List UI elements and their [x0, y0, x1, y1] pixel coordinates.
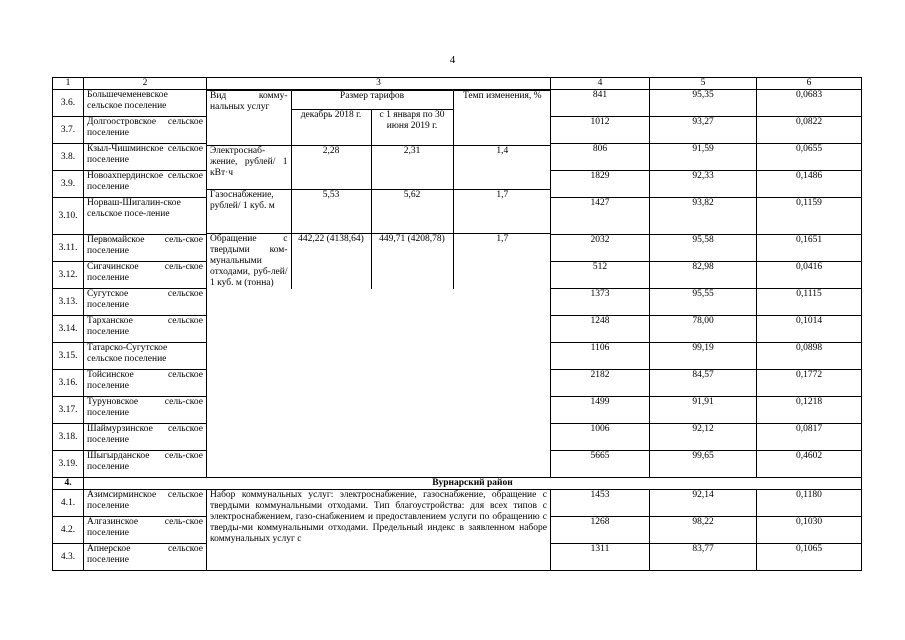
ratio-cell: 0,0655 [757, 144, 862, 171]
tariff-jan-value: 2,31 [371, 146, 453, 190]
settlement-name: Апнерское сельское поселение [84, 544, 207, 571]
settlement-name: Тойсинское сельское поселение [84, 370, 207, 397]
row-number: 3.18. [53, 424, 84, 451]
tariff-table [52, 77, 862, 571]
population-cell: 2032 [551, 235, 650, 262]
tariff-dec-value: 442,22 (4138,64) [291, 234, 371, 290]
share-cell: 92,14 [650, 490, 757, 517]
population-cell: 512 [551, 262, 650, 289]
region-description: Набор коммунальных услуг: электроснабжение, газоснабжение, обращение с твердыми коммунальными отходами. Тип благоустройства: для всех типов с электроснабжением, газо-снабжением и предоставлением услуги по обращению с тверды-ми коммунальными отходами. Предельный индекс в заявленном наборе коммунальных услуг с [207, 490, 551, 571]
share-cell: 91,91 [650, 397, 757, 424]
settlement-name: Норваш-Шигалин-ское сельское посе-ление [84, 198, 207, 235]
ratio-cell: 0,1218 [757, 397, 862, 424]
population-cell: 1248 [551, 316, 650, 343]
ratio-cell: 0,0822 [757, 117, 862, 144]
population-cell: 1829 [551, 171, 650, 198]
settlement-name: Алгазинское сель-ское поселение [84, 517, 207, 544]
tariff-size-header: Размер тарифов [291, 91, 453, 110]
row-number: 3.9. [53, 171, 84, 198]
population-cell: 1006 [551, 424, 650, 451]
row-number: 3.13. [53, 289, 84, 316]
settlement-name: Первомайское сель-ское поселение [84, 235, 207, 262]
page-number: 4 [449, 54, 456, 66]
share-cell: 83,77 [650, 544, 757, 571]
share-cell: 95,55 [650, 289, 757, 316]
share-cell: 99,65 [650, 451, 757, 478]
row-number: 3.17. [53, 397, 84, 424]
population-cell: 1373 [551, 289, 650, 316]
ratio-cell: 0,1180 [757, 490, 862, 517]
row-number: 3.11. [53, 235, 84, 262]
row-number: 3.10. [53, 198, 84, 235]
share-cell: 99,19 [650, 343, 757, 370]
settlement-name: Новоахпердинское сельское поселение [84, 171, 207, 198]
row-number: 4.2. [53, 517, 84, 544]
row-number: 3.14. [53, 316, 84, 343]
table-row [53, 490, 862, 517]
population-cell: 5665 [551, 451, 650, 478]
ratio-cell: 0,1159 [757, 198, 862, 235]
row-number: 3.15. [53, 343, 84, 370]
settlement-name: Туруновское сель-ское поселение [84, 397, 207, 424]
tariff-kind: Газоснабжение, рублей/ 1 куб. м [207, 190, 291, 234]
population-cell: 1268 [551, 517, 650, 544]
ratio-cell: 0,1014 [757, 316, 862, 343]
ratio-cell: 0,1115 [757, 289, 862, 316]
tariff-rate-value: 1,4 [453, 146, 551, 190]
row-number: 3.7. [53, 117, 84, 144]
region-number: 4. [53, 478, 84, 490]
population-cell: 2182 [551, 370, 650, 397]
tariff-row [207, 190, 551, 234]
tariff-rate-value: 1,7 [453, 190, 551, 234]
tariff-kind-header: Вид комму-нальных услуг [207, 91, 291, 146]
share-cell: 82,98 [650, 262, 757, 289]
column-number: 1 [53, 78, 84, 90]
tariff-row [207, 234, 551, 290]
tariff-kind: Электроснаб-жение, рублей/ 1 кВт·ч [207, 146, 291, 190]
share-cell: 92,33 [650, 171, 757, 198]
row-number: 3.16. [53, 370, 84, 397]
ratio-cell: 0,1651 [757, 235, 862, 262]
settlement-name: Тарханское сельское поселение [84, 316, 207, 343]
row-number: 4.3. [53, 544, 84, 571]
settlement-name: Долгоостровское сельское поселение [84, 117, 207, 144]
column-number: 5 [650, 78, 757, 90]
share-cell: 95,35 [650, 90, 757, 117]
column-number: 2 [84, 78, 207, 90]
tariff-block [207, 90, 551, 478]
tariff-rate-value: 1,7 [453, 234, 551, 290]
ratio-cell: 0,1772 [757, 370, 862, 397]
region-row [53, 478, 862, 490]
share-cell: 93,82 [650, 198, 757, 235]
ratio-cell: 0,0416 [757, 262, 862, 289]
settlement-name: Шыгырданское сель-ское поселение [84, 451, 207, 478]
region-title: Вурнарский район [84, 478, 862, 490]
tariff-jan-header: с 1 января по 30 июня 2019 г. [371, 109, 453, 145]
row-number: 3.19. [53, 451, 84, 478]
ratio-cell: 0,0683 [757, 90, 862, 117]
population-cell: 1106 [551, 343, 650, 370]
column-number: 3 [207, 78, 551, 90]
ratio-cell: 0,4602 [757, 451, 862, 478]
share-cell: 84,57 [650, 370, 757, 397]
tariff-row [207, 146, 551, 190]
share-cell: 98,22 [650, 517, 757, 544]
settlement-name: Сугутское сельское поселение [84, 289, 207, 316]
settlement-name: Азимсирминское сельское поселение [84, 490, 207, 517]
share-cell: 92,12 [650, 424, 757, 451]
ratio-cell: 0,0898 [757, 343, 862, 370]
row-number: 3.8. [53, 144, 84, 171]
population-cell: 1499 [551, 397, 650, 424]
population-cell: 1427 [551, 198, 650, 235]
population-cell: 1453 [551, 490, 650, 517]
ratio-cell: 0,1486 [757, 171, 862, 198]
tariff-jan-value: 449,71 (4208,78) [371, 234, 453, 290]
row-number: 3.12. [53, 262, 84, 289]
tariff-dec-value: 2,28 [291, 146, 371, 190]
tariff-rate-header: Темп изменения, % [453, 91, 551, 146]
population-cell: 806 [551, 144, 650, 171]
population-cell: 841 [551, 90, 650, 117]
settlement-name: Татарско-Сугутское сельское поселение [84, 343, 207, 370]
tariff-jan-value: 5,62 [371, 190, 453, 234]
settlement-name: Большечеменевское сельское поселение [84, 90, 207, 117]
share-cell: 78,00 [650, 316, 757, 343]
share-cell: 91,59 [650, 144, 757, 171]
population-cell: 1012 [551, 117, 650, 144]
share-cell: 95,58 [650, 235, 757, 262]
tariff-dec-header: декабрь 2018 г. [291, 109, 371, 145]
settlement-name: Кзыл-Чишминское сельское поселение [84, 144, 207, 171]
row-number: 3.6. [53, 90, 84, 117]
settlement-name: Сигачинское сель-ское поселение [84, 262, 207, 289]
ratio-cell: 0,1030 [757, 517, 862, 544]
column-number: 6 [757, 78, 862, 90]
table-row [53, 90, 862, 117]
ratio-cell: 0,1065 [757, 544, 862, 571]
tariff-kind: Обращение с твердыми ком-мунальными отходами, руб-лей/ 1 куб. м (тонна) [207, 234, 291, 290]
population-cell: 1311 [551, 544, 650, 571]
tariff-inner-table [207, 90, 551, 289]
row-number: 4.1. [53, 490, 84, 517]
settlement-name: Шаймурзинское сельское поселение [84, 424, 207, 451]
share-cell: 93,27 [650, 117, 757, 144]
column-number: 4 [551, 78, 650, 90]
column-number-row [53, 78, 862, 90]
ratio-cell: 0,0817 [757, 424, 862, 451]
tariff-dec-value: 5,53 [291, 190, 371, 234]
